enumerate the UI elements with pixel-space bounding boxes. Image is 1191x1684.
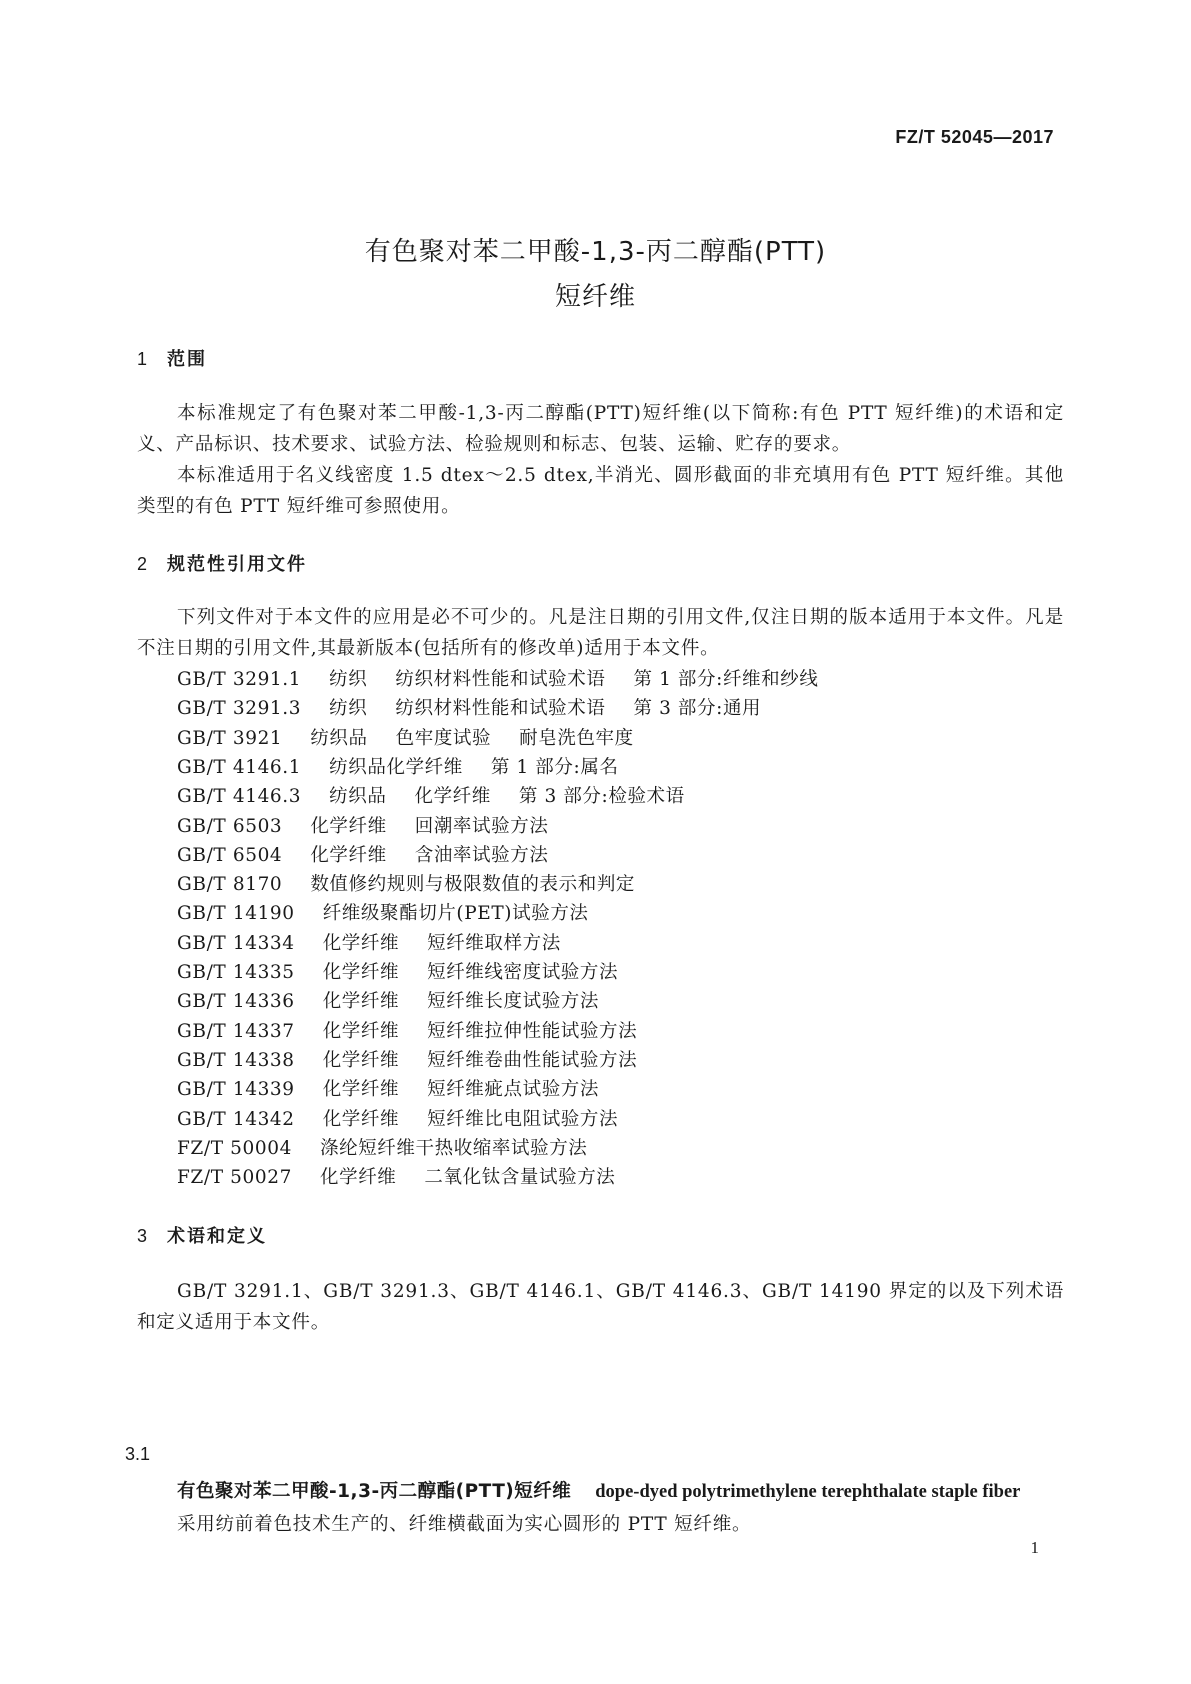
document-title-line2: 短纤维 <box>554 282 636 312</box>
reference-code: FZ/T 50027 <box>177 1167 292 1188</box>
reference-title-part: 短纤维长度试验方法 <box>427 991 599 1012</box>
terms-intro: GB/T 3291.1、GB/T 3291.3、GB/T 4146.1、GB/T 4146.3、GB/T 14190 界定的以及下列术语和定义适用于本文件。 <box>137 1281 1064 1333</box>
reference-code: GB/T 4146.3 <box>177 786 302 807</box>
reference-title-part: 化学纤维 <box>322 933 400 954</box>
reference-title-part: 纺织品化学纤维 <box>329 757 463 778</box>
term-heading <box>177 1477 1020 1503</box>
reference-title-part: 耐皂洗色牢度 <box>519 728 634 749</box>
reference-item <box>177 1017 637 1043</box>
reference-item <box>177 753 619 779</box>
term-number: 3.1 <box>125 1444 151 1464</box>
reference-item <box>177 929 561 955</box>
reference-title-part: 数值修约规则与极限数值的表示和判定 <box>310 874 636 895</box>
reference-title-part: 化学纤维 <box>320 1167 397 1188</box>
reference-code: GB/T 14336 <box>177 991 295 1012</box>
reference-item <box>177 1163 615 1189</box>
normative-intro: 下列文件对于本文件的应用是必不可少的。凡是注日期的引用文件,仅注日期的版本适用于本文件。凡是不注日期的引用文件,其最新版本(包括所有的修改单)适用于本文件。 <box>137 607 1064 659</box>
reference-title-part: 化学纤维 <box>310 816 387 837</box>
section-number: 2 <box>137 554 148 574</box>
section-number: 3 <box>137 1226 148 1246</box>
term-definition: 采用纺前着色技术生产的、纤维横截面为实心圆形的 PTT 短纤维。 <box>177 1514 752 1535</box>
reference-title-part: 短纤维卷曲性能试验方法 <box>427 1050 638 1071</box>
reference-code: GB/T 3291.1 <box>177 669 302 690</box>
reference-code: GB/T 8170 <box>177 874 283 895</box>
reference-title-part: 第 1 部分:属名 <box>490 757 619 778</box>
reference-item <box>177 958 618 984</box>
reference-code: GB/T 3291.3 <box>177 698 302 719</box>
reference-item <box>177 665 818 691</box>
section-number: 1 <box>137 349 148 369</box>
reference-item <box>177 724 634 750</box>
reference-title-part: 化学纤维 <box>322 1050 400 1071</box>
reference-item <box>177 1105 618 1131</box>
reference-title-part: 回潮率试验方法 <box>414 816 549 837</box>
reference-title-part: 含油率试验方法 <box>414 845 549 866</box>
reference-title-part: 纺织 <box>329 698 368 719</box>
reference-title-part: 纺织材料性能和试验术语 <box>395 669 606 690</box>
reference-title-part: 色牢度试验 <box>395 728 492 749</box>
section-title: 范围 <box>167 349 207 370</box>
reference-item <box>177 812 548 838</box>
section-title: 术语和定义 <box>167 1226 267 1247</box>
scope-paragraph-1: 本标准规定了有色聚对苯二甲酸-1,3-丙二醇酯(PTT)短纤维(以下简称:有色 PTT 短纤维)的术语和定义、产品标识、技术要求、试验方法、检验规则和标志、包装、运输、贮存的要求。 <box>137 403 1064 455</box>
section-3-heading <box>137 1222 267 1248</box>
page-number: 1 <box>1030 1538 1039 1557</box>
reference-title-part: 纺织品 <box>329 786 387 807</box>
reference-title-part: 涤纶短纤维干热收缩率试验方法 <box>320 1138 588 1159</box>
section-title: 规范性引用文件 <box>167 554 307 575</box>
reference-code: GB/T 14339 <box>177 1079 295 1100</box>
reference-item <box>177 899 589 925</box>
reference-code: GB/T 14342 <box>177 1109 295 1130</box>
reference-code: FZ/T 50004 <box>177 1138 292 1159</box>
term-chinese: 有色聚对苯二甲酸-1,3-丙二醇酯(PTT)短纤维 <box>177 1481 572 1502</box>
reference-item <box>177 870 635 896</box>
reference-code: GB/T 14337 <box>177 1021 295 1042</box>
reference-item <box>177 841 548 867</box>
standard-number: FZ/T 52045—2017 <box>895 127 1054 147</box>
reference-title-part: 短纤维比电阻试验方法 <box>427 1109 619 1130</box>
term-english: dope-dyed polytrimethylene terephthalate staple fiber <box>595 1482 1021 1502</box>
reference-code: GB/T 3921 <box>177 728 283 749</box>
document-title-line1: 有色聚对苯二甲酸-1,3-丙二醇酯(PTT) <box>364 237 827 267</box>
reference-item <box>177 1075 599 1101</box>
reference-code: GB/T 4146.1 <box>177 757 302 778</box>
reference-title-part: 第 3 部分:检验术语 <box>518 786 685 807</box>
reference-title-part: 化学纤维 <box>310 845 387 866</box>
reference-title-part: 第 3 部分:通用 <box>633 698 762 719</box>
reference-title-part: 化学纤维 <box>414 786 491 807</box>
reference-title-part: 纺织 <box>329 669 368 690</box>
reference-title-part: 化学纤维 <box>322 991 400 1012</box>
reference-title-part: 短纤维取样方法 <box>427 933 561 954</box>
reference-code: GB/T 14190 <box>177 903 295 924</box>
reference-title-part: 化学纤维 <box>322 1079 400 1100</box>
reference-item <box>177 987 599 1013</box>
reference-title-part: 短纤维拉伸性能试验方法 <box>427 1021 638 1042</box>
section-1-heading <box>137 345 207 371</box>
reference-title-part: 化学纤维 <box>322 962 400 983</box>
reference-title-part: 第 1 部分:纤维和纱线 <box>633 669 819 690</box>
reference-title-part: 化学纤维 <box>322 1021 400 1042</box>
reference-title-part: 纺织材料性能和试验术语 <box>395 698 606 719</box>
reference-item <box>177 1134 587 1160</box>
section-2-heading <box>137 550 307 576</box>
reference-item <box>177 1046 637 1072</box>
reference-title-part: 二氧化钛含量试验方法 <box>424 1167 616 1188</box>
reference-title-part: 纤维级聚酯切片(PET)试验方法 <box>322 903 589 924</box>
reference-code: GB/T 6503 <box>177 816 283 837</box>
reference-code: GB/T 14338 <box>177 1050 295 1071</box>
reference-title-part: 纺织品 <box>310 728 368 749</box>
reference-item <box>177 782 685 808</box>
reference-item <box>177 694 761 720</box>
reference-code: GB/T 6504 <box>177 845 283 866</box>
reference-code: GB/T 14335 <box>177 962 295 983</box>
reference-title-part: 短纤维疵点试验方法 <box>427 1079 599 1100</box>
reference-title-part: 化学纤维 <box>322 1109 400 1130</box>
scope-paragraph-2: 本标准适用于名义线密度 1.5 dtex～2.5 dtex,半消光、圆形截面的非充填用有色 PTT 短纤维。其他类型的有色 PTT 短纤维可参照使用。 <box>137 465 1064 517</box>
reference-title-part: 短纤维线密度试验方法 <box>427 962 619 983</box>
reference-code: GB/T 14334 <box>177 933 295 954</box>
